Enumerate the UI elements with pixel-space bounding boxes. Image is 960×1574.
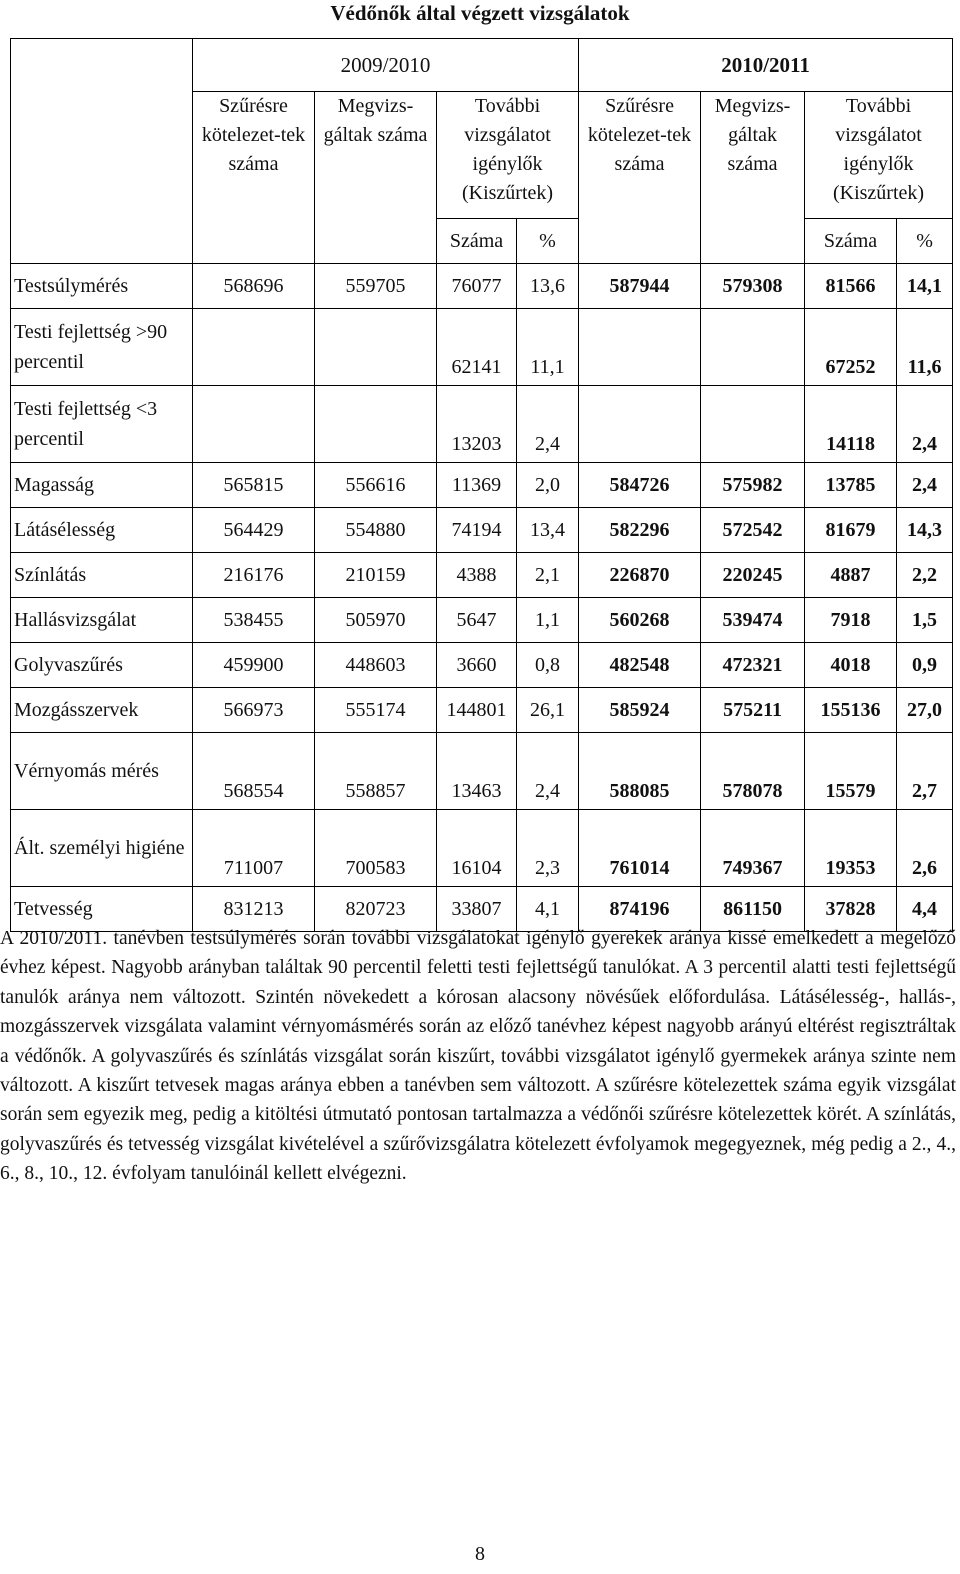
row-label: Hallásvizsgálat: [11, 598, 193, 643]
table-cell: 2,6: [897, 810, 953, 887]
table-cell: 11,6: [897, 309, 953, 386]
table-cell: 578078: [701, 733, 805, 810]
table-cell: [193, 386, 315, 463]
table-cell: 2,1: [517, 553, 579, 598]
col-head-required-y2: Szűrésre kötelezet-tek száma: [579, 92, 701, 264]
table-cell: 3660: [437, 643, 517, 688]
table-cell: 2,4: [517, 733, 579, 810]
table-cell: 210159: [315, 553, 437, 598]
table-cell: 554880: [315, 508, 437, 553]
table-cell: 861150: [701, 887, 805, 932]
table-cell: 1,1: [517, 598, 579, 643]
table-cell: 555174: [315, 688, 437, 733]
table-cell: [579, 309, 701, 386]
table-cell: 2,7: [897, 733, 953, 810]
table-cell: 11369: [437, 463, 517, 508]
table-cell: 564429: [193, 508, 315, 553]
row-label: Testsúlymérés: [11, 264, 193, 309]
table-cell: 37828: [805, 887, 897, 932]
table-cell: 220245: [701, 553, 805, 598]
screening-table: [10, 38, 953, 932]
table-cell: 0,8: [517, 643, 579, 688]
table-cell: 472321: [701, 643, 805, 688]
table-cell: 216176: [193, 553, 315, 598]
table-cell: 13463: [437, 733, 517, 810]
table-cell: [701, 309, 805, 386]
table-cell: 74194: [437, 508, 517, 553]
col-head-referred-y2: További vizsgálatot igénylők (Kiszűrtek): [805, 92, 953, 219]
row-label: Testi fejlettség <3 percentil: [11, 386, 193, 463]
table-cell: 587944: [579, 264, 701, 309]
year-header-2009: 2009/2010: [193, 39, 579, 92]
table-cell: 749367: [701, 810, 805, 887]
table-cell: 13,6: [517, 264, 579, 309]
table-cell: [193, 309, 315, 386]
table-cell: 568696: [193, 264, 315, 309]
row-label: Magasság: [11, 463, 193, 508]
col-head-examined-y2: Megvizs-gáltak száma: [701, 92, 805, 264]
table-cell: 81679: [805, 508, 897, 553]
table-cell: 14,3: [897, 508, 953, 553]
body-paragraph: A 2010/2011. tanévben testsúlymérés során további vizsgálatokat igénylő gyerekek aránya kissé emelkedett a megelőző évhez képest. Nagyobb arányban találtak 90 percentil feletti testi fejlettségű tanulókat. A 3 percentil alatti testi fejlettségű tanulók aránya nem változott. Szintén növekedett a kórosan alacsony növésűek előfordulása. Látásélesség-, hallás-, mozgásszervek vizsgálata valamint vérnyomásmérés során az előző tanévhez képest nagyobb arányú eltérést regisztráltak a védőnők. A golyvaszűrés és színlátás vizsgálat során kiszűrt, további vizsgálatot igénylő gyermekek aránya szinte nem változott. A kiszűrt tetvesek magas aránya ebben a tanévben sem változott. A szűrésre kötelezettek száma egyik vizsgálat során sem egyezik meg, pedig a kitöltési útmutató pontosan tartalmazza a védőnői szűrésre kötelezettek körét. A színlátás, golyvaszűrés és tetvesség vizsgálat kivételével a szűrővizsgálatra kötelezett évfolyamok megegyeznek, még pedig a 2., 4., 6., 8., 10., 12. évfolyam tanulóinál kellett elvégezni.: [0, 928, 956, 1185]
subhead-pct-y1: %: [517, 219, 579, 264]
table-cell: 2,2: [897, 553, 953, 598]
table-cell: 566973: [193, 688, 315, 733]
table-cell: [315, 309, 437, 386]
col-head-examined-y1: Megvizs-gáltak száma: [315, 92, 437, 264]
table-cell: 11,1: [517, 309, 579, 386]
page-number: 8: [475, 1543, 485, 1565]
table-row: [11, 688, 953, 733]
row-label: Ált. személyi higiéne: [11, 810, 193, 887]
table-cell: 4887: [805, 553, 897, 598]
table-cell: 482548: [579, 643, 701, 688]
table-cell: [579, 386, 701, 463]
table-cell: 565815: [193, 463, 315, 508]
table-cell: 155136: [805, 688, 897, 733]
table-cell: 560268: [579, 598, 701, 643]
table-cell: 2,3: [517, 810, 579, 887]
table-cell: [701, 386, 805, 463]
table-cell: 588085: [579, 733, 701, 810]
table-cell: 538455: [193, 598, 315, 643]
subhead-count-y2: Száma: [805, 219, 897, 264]
table-cell: 19353: [805, 810, 897, 887]
table-cell: 831213: [193, 887, 315, 932]
table-cell: 16104: [437, 810, 517, 887]
table-cell: 144801: [437, 688, 517, 733]
table-row: [11, 598, 953, 643]
table-cell: 14118: [805, 386, 897, 463]
table-cell: 15579: [805, 733, 897, 810]
table-cell: [315, 386, 437, 463]
table-cell: 76077: [437, 264, 517, 309]
table-cell: 505970: [315, 598, 437, 643]
table-cell: 4,1: [517, 887, 579, 932]
row-label: Golyvaszűrés: [11, 643, 193, 688]
table-cell: 26,1: [517, 688, 579, 733]
table-cell: 539474: [701, 598, 805, 643]
table-cell: 556616: [315, 463, 437, 508]
table-cell: 700583: [315, 810, 437, 887]
table-cell: 13785: [805, 463, 897, 508]
table-cell: 558857: [315, 733, 437, 810]
table-cell: 2,4: [517, 386, 579, 463]
table-cell: 568554: [193, 733, 315, 810]
table-cell: 62141: [437, 309, 517, 386]
table-cell: 575982: [701, 463, 805, 508]
table-cell: 27,0: [897, 688, 953, 733]
table-cell: 5647: [437, 598, 517, 643]
table-body: [11, 264, 953, 932]
table-row: [11, 386, 953, 463]
table-cell: 459900: [193, 643, 315, 688]
table-cell: 559705: [315, 264, 437, 309]
col-head-required-y1: Szűrésre kötelezet-tek száma: [193, 92, 315, 264]
table-cell: 2,4: [897, 463, 953, 508]
table-row: [11, 733, 953, 810]
table-cell: 0,9: [897, 643, 953, 688]
page-title: Védőnők által végzett vizsgálatok: [330, 1, 630, 25]
table-cell: 4018: [805, 643, 897, 688]
table-cell: 585924: [579, 688, 701, 733]
table-cell: 2,4: [897, 386, 953, 463]
table-cell: 584726: [579, 463, 701, 508]
table-row: [11, 508, 953, 553]
table-row: [11, 810, 953, 887]
table-row: [11, 264, 953, 309]
year-header-row: [11, 39, 953, 92]
table-row: [11, 463, 953, 508]
table-cell: 33807: [437, 887, 517, 932]
table-cell: 7918: [805, 598, 897, 643]
row-label: Vérnyomás mérés: [11, 733, 193, 810]
table-cell: 820723: [315, 887, 437, 932]
table-cell: 4388: [437, 553, 517, 598]
table-cell: 874196: [579, 887, 701, 932]
table-cell: 226870: [579, 553, 701, 598]
row-label: Mozgásszervek: [11, 688, 193, 733]
table-cell: 448603: [315, 643, 437, 688]
table-cell: 14,1: [897, 264, 953, 309]
table-cell: 582296: [579, 508, 701, 553]
table-row: [11, 309, 953, 386]
table-cell: 575211: [701, 688, 805, 733]
table-cell: 711007: [193, 810, 315, 887]
row-label: Színlátás: [11, 553, 193, 598]
table-cell: 579308: [701, 264, 805, 309]
col-head-referred-y1: További vizsgálatot igénylők (Kiszűrtek): [437, 92, 579, 219]
table-cell: 761014: [579, 810, 701, 887]
table-cell: 67252: [805, 309, 897, 386]
table-cell: 13,4: [517, 508, 579, 553]
corner-cell: [11, 39, 193, 264]
row-label: Tetvesség: [11, 887, 193, 932]
subhead-pct-y2: %: [897, 219, 953, 264]
row-label: Látásélesség: [11, 508, 193, 553]
table-cell: 81566: [805, 264, 897, 309]
table-cell: 4,4: [897, 887, 953, 932]
table-row: [11, 643, 953, 688]
table-cell: 13203: [437, 386, 517, 463]
year-header-2010: 2010/2011: [579, 39, 953, 92]
subhead-count-y1: Száma: [437, 219, 517, 264]
table-cell: 572542: [701, 508, 805, 553]
table-row: [11, 553, 953, 598]
table-cell: 2,0: [517, 463, 579, 508]
table-cell: 1,5: [897, 598, 953, 643]
row-label: Testi fejlettség >90 percentil: [11, 309, 193, 386]
